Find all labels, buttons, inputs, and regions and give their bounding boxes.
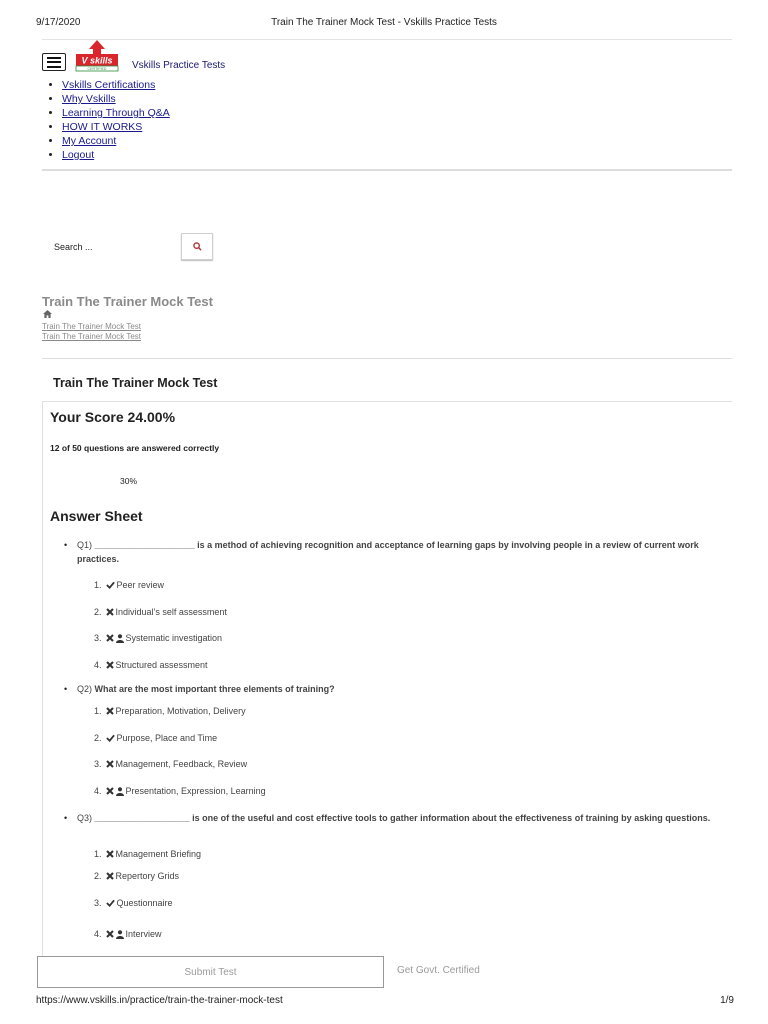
nav-item <box>62 78 170 92</box>
answer-option <box>94 759 247 769</box>
option-label: Individual’s self assessment <box>115 607 227 617</box>
user-icon <box>116 634 124 643</box>
main-nav <box>42 78 170 162</box>
option-number: 1. <box>94 706 102 716</box>
option-number: 3. <box>94 633 102 643</box>
cross-icon <box>106 608 114 616</box>
breadcrumb-item <box>42 332 141 341</box>
answer-option <box>94 706 246 716</box>
test-title: Train The Trainer Mock Test <box>53 376 218 390</box>
print-url: https://www.vskills.in/practice/train-the-trainer-mock-test <box>36 995 283 1006</box>
option-number: 2. <box>94 871 102 881</box>
section-divider <box>42 358 732 359</box>
nav-item <box>62 120 170 134</box>
check-icon <box>106 734 115 742</box>
option-number: 1. <box>94 849 102 859</box>
submit-test-button[interactable]: Submit Test <box>37 956 384 988</box>
option-label: Repertory Grids <box>115 871 180 881</box>
nav-link-learning-qa[interactable]: Learning Through Q&A <box>62 107 170 119</box>
home-icon[interactable] <box>43 310 52 318</box>
option-label: Interview <box>125 929 162 939</box>
option-number: 1. <box>94 580 102 590</box>
option-number: 4. <box>94 786 102 796</box>
vskills-logo[interactable] <box>74 40 120 72</box>
question-body: What are the most important three elements of training? <box>94 684 335 694</box>
breadcrumb-link[interactable]: Train The Trainer Mock Test <box>42 322 141 331</box>
search-icon <box>193 242 202 251</box>
option-label: Systematic investigation <box>125 633 223 643</box>
nav-item <box>62 106 170 120</box>
nav-link-how-it-works[interactable]: HOW IT WORKS <box>62 121 143 133</box>
option-label: Peer review <box>116 580 165 590</box>
answer-option <box>94 929 162 939</box>
option-label: Purpose, Place and Time <box>116 733 218 743</box>
get-govt-certified-button[interactable]: Get Govt. Certified <box>397 965 480 976</box>
answer-option <box>94 580 164 590</box>
option-label: Structured assessment <box>115 660 208 670</box>
bullet-icon: • <box>64 813 68 823</box>
nav-link-my-account[interactable]: My Account <box>62 135 117 147</box>
answer-option <box>94 898 173 908</box>
question-text <box>77 811 722 825</box>
option-number: 3. <box>94 759 102 769</box>
menu-bar-icon <box>47 61 61 63</box>
question-number: Q1) <box>77 540 93 550</box>
answer-option <box>94 786 266 796</box>
print-page-number: 1/9 <box>720 995 734 1006</box>
option-number: 4. <box>94 929 102 939</box>
top-divider <box>42 39 732 40</box>
cross-icon <box>106 634 114 642</box>
question-item <box>64 538 724 568</box>
menu-bar-icon <box>47 66 61 68</box>
answer-option <box>94 633 222 643</box>
option-number: 2. <box>94 607 102 617</box>
nav-link-logout[interactable]: Logout <box>62 149 95 161</box>
nav-item <box>62 92 170 106</box>
option-label: Management Briefing <box>115 849 202 859</box>
answer-sheet-heading: Answer Sheet <box>50 508 143 524</box>
user-icon <box>116 787 124 796</box>
check-icon <box>106 581 115 589</box>
question-item <box>64 682 724 698</box>
page-title: Train The Trainer Mock Test <box>42 294 213 309</box>
nav-item <box>62 148 170 162</box>
question-number: Q3) <box>77 813 93 823</box>
question-body: ____________________ is a method of achieving recognition and acceptance of learning gaps by involving people in a review of current work practices. <box>77 540 699 564</box>
bullet-icon: • <box>64 684 68 694</box>
score-heading: Your Score 24.00% <box>50 409 176 425</box>
check-icon <box>106 899 115 907</box>
question-text <box>77 538 722 566</box>
question-body: ___________________ is one of the useful and cost effective tools to gather information about the effectiveness of training by asking questions. <box>94 813 711 823</box>
answer-option <box>94 660 208 670</box>
search-button[interactable] <box>181 233 213 260</box>
site-name: Vskills Practice Tests <box>132 60 226 71</box>
bullet-icon: • <box>64 540 68 550</box>
question-number: Q2) <box>77 684 93 694</box>
progress-percent: 30% <box>120 476 138 486</box>
cross-icon <box>106 707 114 715</box>
answer-option <box>94 849 201 859</box>
option-label: Management, Feedback, Review <box>115 759 248 769</box>
logo-text: V skills <box>81 55 113 66</box>
answer-option <box>94 733 217 743</box>
cross-icon <box>106 760 114 768</box>
option-label: Presentation, Expression, Learning <box>125 786 266 796</box>
hamburger-menu-button[interactable] <box>42 53 66 71</box>
cross-icon <box>106 872 114 880</box>
breadcrumb-link[interactable]: Train The Trainer Mock Test <box>42 332 141 341</box>
cross-icon <box>106 850 114 858</box>
question-item <box>64 811 724 841</box>
option-number: 2. <box>94 733 102 743</box>
cross-icon <box>106 787 114 795</box>
answer-option <box>94 871 179 881</box>
question-text <box>77 682 722 696</box>
option-number: 3. <box>94 898 102 908</box>
nav-item <box>62 134 170 148</box>
option-label: Preparation, Motivation, Delivery <box>115 706 246 716</box>
cross-icon <box>106 930 114 938</box>
user-icon <box>116 930 124 939</box>
search-input[interactable] <box>50 236 186 258</box>
nav-link-why-vskills[interactable]: Why Vskills <box>62 93 116 105</box>
menu-bar-icon <box>47 57 61 59</box>
correct-summary: 12 of 50 questions are answered correctly <box>50 443 220 453</box>
print-date: 9/17/2020 <box>36 17 81 28</box>
answer-option <box>94 607 227 617</box>
nav-link-certifications[interactable]: Vskills Certifications <box>62 79 156 91</box>
cross-icon <box>106 661 114 669</box>
option-number: 4. <box>94 660 102 670</box>
option-label: Questionnaire <box>116 898 173 908</box>
logo-subtext: CERTIFIED <box>87 67 107 72</box>
print-title: Train The Trainer Mock Test - Vskills Practice Tests <box>271 17 497 28</box>
breadcrumb-item <box>42 322 141 331</box>
nav-divider <box>42 169 732 171</box>
